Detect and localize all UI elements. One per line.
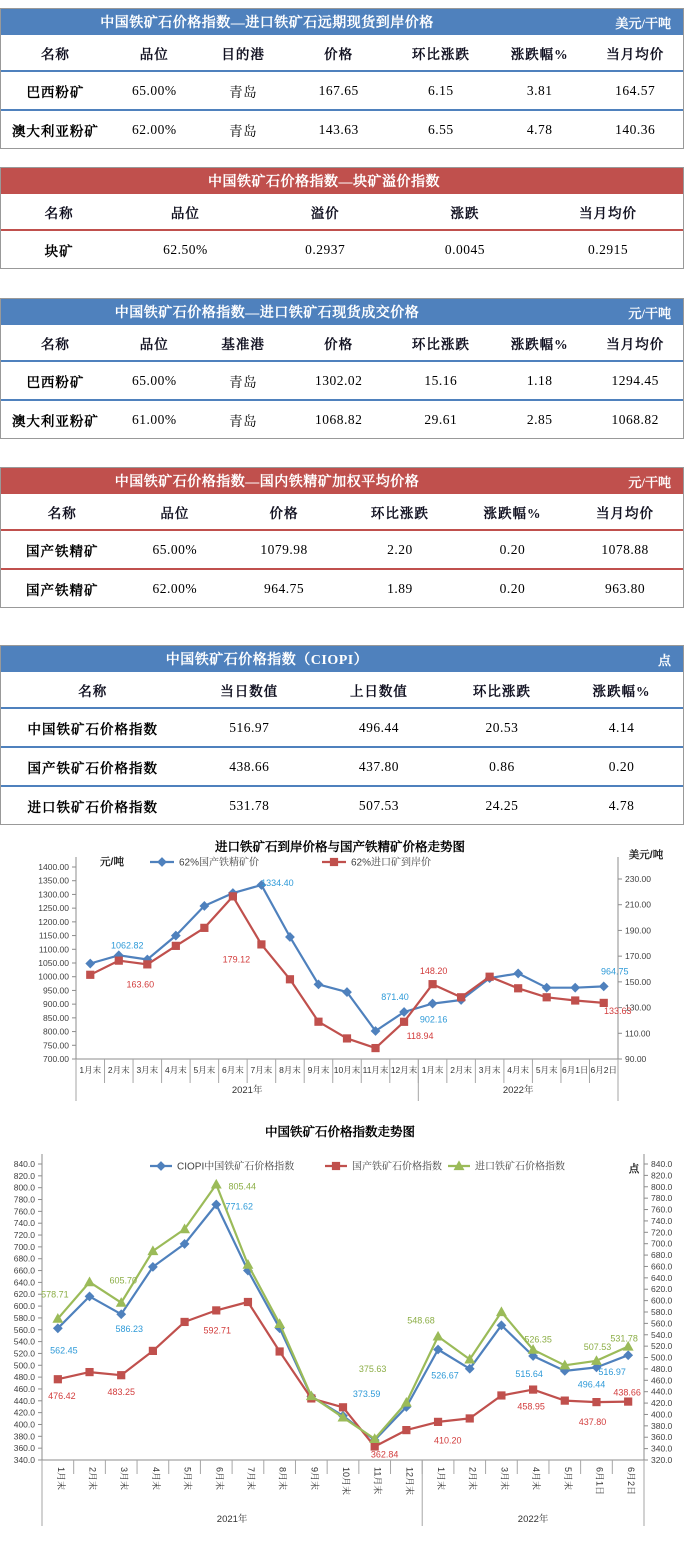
x-axis-label: 6月末 [222, 1065, 244, 1075]
value-cell: 1302.02 [288, 361, 390, 400]
data-label: 179.12 [222, 954, 251, 965]
left-axis-tick: 600.0 [13, 1301, 35, 1312]
left-axis-tick: 780.0 [13, 1194, 35, 1205]
x-axis-group-label: 2021年 [216, 1514, 248, 1525]
data-label: 771.62 [225, 1201, 254, 1212]
value-cell: 青岛 [199, 361, 288, 400]
column-header: 溢价 [310, 205, 340, 221]
column-header: 涨跌幅% [510, 46, 569, 62]
value-cell: 3.81 [492, 71, 588, 110]
value-cell: 6.15 [390, 71, 492, 110]
right-axis-tick: 560.0 [651, 1318, 673, 1329]
right-axis-tick: 130.00 [625, 1002, 651, 1013]
left-axis-tick: 380.0 [13, 1431, 35, 1442]
table-row [1, 747, 683, 786]
column-header: 价格 [324, 46, 354, 62]
table-row [1, 708, 683, 747]
x-axis-label: 1月末 [79, 1065, 102, 1075]
column-header: 涨跌幅% [592, 683, 651, 699]
column-header: 名称 [40, 46, 70, 62]
value-cell: 24.25 [444, 786, 560, 824]
row-name-cell: 国产铁精矿 [1, 530, 124, 569]
x-axis-label: 11月末 [372, 1467, 383, 1495]
data-label: 515.64 [515, 1369, 543, 1380]
left-axis-tick: 1300.00 [38, 889, 69, 900]
value-cell: 15.16 [390, 361, 492, 400]
table-title: 中国铁矿石价格指数—进口铁矿石远期现货到岸价格 [100, 16, 434, 31]
table-row [1, 71, 683, 110]
x-axis-label: 2月末 [107, 1065, 130, 1075]
value-cell: 0.2915 [533, 230, 683, 268]
column-header-row [1, 672, 683, 708]
x-axis-label: 6月2日 [626, 1467, 637, 1496]
x-axis-label: 12月末 [404, 1467, 415, 1496]
column-header-row [1, 494, 683, 530]
right-axis-tick: 360.0 [651, 1432, 673, 1443]
value-cell: 0.2937 [254, 230, 397, 268]
x-axis-group-label: 2021年 [231, 1085, 263, 1096]
left-axis-tick: 800.00 [43, 1026, 69, 1037]
x-axis-label: 2月末 [450, 1065, 472, 1075]
value-cell: 4.78 [560, 786, 683, 824]
left-axis-tick: 1200.00 [38, 916, 69, 927]
data-label: 562.45 [50, 1345, 78, 1356]
column-header: 品位 [170, 205, 200, 221]
table-header-band [1, 299, 683, 325]
value-cell: 青岛 [199, 400, 288, 438]
x-axis-label: 5月末 [535, 1065, 558, 1075]
value-cell: 65.00% [124, 530, 226, 569]
x-axis-label: 5月末 [182, 1467, 193, 1491]
x-axis-label: 6月1日 [561, 1065, 589, 1075]
table-title: 中国铁矿石价格指数—进口铁矿石现货成交价格 [114, 306, 420, 321]
chart-title: 中国铁矿石价格指数走势图 [264, 1125, 416, 1139]
column-header: 环比涨跌 [411, 336, 470, 352]
right-axis-tick: 840.0 [651, 1159, 673, 1169]
left-axis-tick: 520.0 [13, 1348, 35, 1359]
data-label: 375.63 [358, 1363, 387, 1374]
right-axis-tick: 210.00 [625, 899, 651, 910]
column-header: 品位 [139, 336, 169, 352]
right-axis-tick: 640.0 [651, 1272, 673, 1283]
legend-label: 进口铁矿石价格指数 [475, 1161, 565, 1173]
data-label: 548.68 [407, 1315, 435, 1326]
table-unit: 元/干吨 [628, 305, 671, 321]
left-axis-tick: 840.0 [13, 1159, 35, 1169]
value-cell: 167.65 [288, 71, 390, 110]
column-header: 环比涨跌 [411, 46, 470, 62]
data-label: 605.70 [109, 1275, 137, 1286]
row-name-cell: 进口铁矿石价格指数 [1, 786, 184, 824]
left-axis-tick: 720.0 [13, 1230, 35, 1241]
left-axis-tick: 1350.00 [38, 875, 69, 886]
table-title: 中国铁矿石价格指数—块矿溢价指数 [208, 175, 440, 190]
x-axis-label: 12月末 [390, 1065, 418, 1075]
table-header-band [1, 9, 683, 35]
right-axis-tick: 820.0 [651, 1170, 673, 1181]
right-axis-tick: 340.0 [651, 1443, 673, 1454]
data-label: 805.44 [228, 1181, 257, 1192]
x-axis-label: 3月末 [119, 1467, 130, 1491]
left-axis-tick: 800.0 [13, 1182, 35, 1193]
column-header: 基准港 [221, 336, 265, 352]
right-axis-tick: 680.0 [651, 1250, 673, 1261]
data-label: 592.71 [203, 1325, 232, 1336]
value-cell: 2.20 [342, 530, 458, 569]
value-cell: 65.00% [110, 361, 199, 400]
data-label: 496.44 [577, 1379, 606, 1390]
value-cell: 62.00% [110, 110, 199, 148]
x-axis-label: 3月末 [136, 1065, 159, 1075]
right-axis-tick: 440.0 [651, 1386, 673, 1397]
data-label: 586.23 [115, 1324, 143, 1335]
data-label: 362.84 [370, 1449, 399, 1460]
value-cell: 516.97 [184, 708, 314, 747]
value-cell: 496.44 [314, 708, 444, 747]
x-axis-label: 3月末 [478, 1065, 501, 1075]
value-cell: 0.0045 [397, 230, 533, 268]
value-cell: 507.53 [314, 786, 444, 824]
column-header: 价格 [324, 336, 354, 352]
right-axis-tick: 190.00 [625, 925, 651, 936]
x-axis-label: 4月末 [507, 1065, 530, 1075]
value-cell: 0.20 [458, 569, 567, 607]
left-axis-tick: 660.0 [13, 1265, 35, 1276]
left-axis-tick: 950.00 [43, 985, 69, 996]
chart-index-trend-svg [0, 1112, 684, 1536]
right-axis-tick: 460.0 [651, 1375, 673, 1386]
left-axis-tick: 1100.00 [38, 944, 69, 955]
left-axis-tick: 1150.00 [38, 930, 69, 941]
right-axis-tick: 540.0 [651, 1329, 673, 1340]
left-axis-tick: 700.00 [43, 1054, 69, 1064]
data-label: 483.25 [107, 1387, 135, 1398]
left-axis-tick: 460.0 [13, 1383, 35, 1394]
left-axis-tick: 440.0 [13, 1395, 35, 1406]
right-axis-tick: 700.0 [651, 1238, 673, 1249]
column-header-row [1, 325, 683, 361]
left-axis-tick: 620.0 [13, 1289, 35, 1300]
left-axis-tick: 1400.00 [38, 862, 69, 872]
chart-price-trend-svg [0, 831, 684, 1107]
x-axis-label: 1月末 [436, 1467, 447, 1491]
price-table-grid [1, 494, 683, 607]
x-axis-label: 9月末 [307, 1065, 330, 1075]
price-table-grid [1, 325, 683, 438]
table-row [1, 400, 683, 438]
value-cell: 62.50% [117, 230, 253, 268]
data-label: 373.59 [352, 1389, 381, 1400]
value-cell: 20.53 [444, 708, 560, 747]
legend-label: CIOPI中国铁矿石价格指数 [177, 1161, 295, 1173]
column-header: 当月均价 [606, 46, 665, 62]
chart-index-trend [0, 1112, 684, 1541]
right-axis-tick: 150.00 [625, 976, 651, 987]
price-table-grid [1, 194, 683, 268]
column-header: 名称 [47, 505, 77, 521]
right-axis-tick: 90.00 [625, 1054, 647, 1064]
column-header: 价格 [269, 505, 299, 521]
right-axis-tick: 760.0 [651, 1204, 673, 1215]
table-row [1, 530, 683, 569]
row-name-cell: 块矿 [1, 230, 117, 268]
left-axis-tick: 740.0 [13, 1218, 35, 1229]
x-axis-label: 2月末 [87, 1467, 98, 1491]
column-header: 名称 [78, 683, 108, 699]
right-axis-tick: 600.0 [651, 1295, 673, 1306]
row-name-cell: 国产铁精矿 [1, 569, 124, 607]
table-title: 中国铁矿石价格指数—国内铁精矿加权平均价格 [114, 475, 420, 490]
value-cell: 青岛 [199, 71, 288, 110]
x-axis-label: 9月末 [309, 1467, 320, 1491]
table-header-band [1, 468, 683, 494]
column-header-row [1, 35, 683, 71]
value-cell: 青岛 [199, 110, 288, 148]
x-axis-label: 10月末 [333, 1065, 361, 1075]
value-cell: 0.20 [560, 747, 683, 786]
value-cell: 164.57 [587, 71, 683, 110]
table-row [1, 786, 683, 824]
right-axis-tick: 230.00 [625, 874, 651, 884]
right-axis-tick: 420.0 [651, 1398, 673, 1409]
left-axis-tick: 1250.00 [38, 903, 69, 914]
x-axis-label: 2月末 [467, 1467, 478, 1491]
data-label: 507.53 [583, 1341, 612, 1352]
value-cell: 65.00% [110, 71, 199, 110]
row-name-cell: 中国铁矿石价格指数 [1, 708, 184, 747]
value-cell: 438.66 [184, 747, 314, 786]
x-axis-label: 8月末 [279, 1065, 301, 1075]
x-axis-label: 4月末 [164, 1065, 187, 1075]
right-axis-tick: 800.0 [651, 1181, 673, 1192]
right-axis-tick: 660.0 [651, 1261, 673, 1272]
data-label: 410.20 [433, 1435, 462, 1446]
left-axis-tick: 680.0 [13, 1253, 35, 1264]
right-axis-tick: 520.0 [651, 1341, 673, 1352]
right-axis-tick: 580.0 [651, 1307, 673, 1317]
x-axis-label: 7月末 [250, 1065, 273, 1075]
value-cell: 1068.82 [587, 400, 683, 438]
value-cell: 964.75 [226, 569, 342, 607]
series-line [90, 896, 603, 1048]
data-label: 531.78 [610, 1333, 638, 1344]
value-cell: 1294.45 [587, 361, 683, 400]
column-header: 当月均价 [596, 505, 655, 521]
value-cell: 143.63 [288, 110, 390, 148]
data-label: 458.95 [517, 1401, 545, 1412]
x-axis-label: 6月1日 [594, 1467, 605, 1496]
right-axis-tick: 170.00 [625, 951, 651, 962]
price-table-grid [1, 35, 683, 148]
table-import-spot-deal [0, 298, 684, 439]
data-label: 148.20 [419, 966, 448, 977]
value-cell: 4.78 [492, 110, 588, 148]
column-header: 当月均价 [606, 336, 665, 352]
data-label: 902.16 [419, 1014, 448, 1025]
left-axis-tick: 850.00 [43, 1012, 69, 1023]
right-axis-tick: 500.0 [651, 1352, 673, 1363]
x-axis-label: 1月末 [421, 1065, 444, 1075]
x-axis-label: 1月末 [55, 1467, 66, 1491]
data-label: 163.60 [126, 979, 155, 990]
value-cell: 0.20 [458, 530, 567, 569]
table-row [1, 110, 683, 148]
left-axis-tick: 1050.00 [38, 958, 69, 968]
column-header: 上日数值 [349, 683, 408, 699]
column-header: 品位 [139, 46, 169, 62]
column-header: 涨跌 [450, 205, 480, 221]
value-cell: 62.00% [124, 569, 226, 607]
x-axis-label: 6月2日 [590, 1065, 617, 1075]
data-label: 133.63 [603, 1005, 632, 1016]
table-row [1, 230, 683, 268]
value-cell: 6.55 [390, 110, 492, 148]
row-name-cell: 巴西粉矿 [1, 361, 110, 400]
left-axis-tick: 700.0 [13, 1241, 35, 1252]
value-cell: 2.85 [492, 400, 588, 438]
right-axis-tick: 400.0 [651, 1409, 673, 1420]
left-axis-tick: 580.0 [13, 1312, 35, 1323]
value-cell: 61.00% [110, 400, 199, 438]
x-axis-label: 5月末 [562, 1467, 573, 1491]
x-axis-label: 4月末 [531, 1467, 542, 1491]
x-axis-label: 5月末 [193, 1065, 216, 1075]
table-unit: 美元/干吨 [615, 15, 671, 31]
right-axis-tick: 720.0 [651, 1227, 673, 1238]
table-unit: 元/干吨 [628, 474, 671, 490]
column-header: 环比涨跌 [370, 505, 429, 521]
left-axis-tick: 400.0 [13, 1419, 35, 1430]
left-axis-tick: 1000.00 [38, 971, 69, 982]
table-ciopi-index [0, 645, 684, 825]
right-axis-tick: 110.00 [625, 1028, 651, 1039]
x-axis-label: 7月末 [245, 1467, 256, 1491]
value-cell: 963.80 [567, 569, 683, 607]
column-header-row [1, 194, 683, 230]
value-cell: 0.86 [444, 747, 560, 786]
data-label: 578.71 [41, 1289, 69, 1300]
table-header-band [1, 646, 683, 672]
left-axis-tick: 820.0 [13, 1170, 35, 1181]
right-axis-tick: 480.0 [651, 1363, 673, 1374]
column-header: 当日数值 [220, 683, 279, 699]
value-cell: 531.78 [184, 786, 314, 824]
legend-label: 国产铁矿石价格指数 [352, 1161, 442, 1173]
data-label: 964.75 [600, 966, 629, 977]
right-axis-unit: 点 [628, 1163, 640, 1175]
column-header: 名称 [40, 336, 70, 352]
column-header: 环比涨跌 [472, 683, 531, 699]
left-axis-tick: 360.0 [13, 1443, 35, 1454]
table-row [1, 569, 683, 607]
table-forward-spot-cfr [0, 8, 684, 149]
series-line [90, 885, 603, 1031]
value-cell: 140.36 [587, 110, 683, 148]
value-cell: 437.80 [314, 747, 444, 786]
column-header: 当月均价 [579, 205, 638, 221]
column-header: 涨跌幅% [483, 505, 542, 521]
column-header: 名称 [44, 205, 74, 221]
value-cell: 1.89 [342, 569, 458, 607]
row-name-cell: 澳大利亚粉矿 [1, 110, 110, 148]
data-label: 1334.40 [261, 877, 294, 888]
column-header: 品位 [160, 505, 190, 521]
left-axis-tick: 750.00 [43, 1040, 69, 1051]
data-label: 438.66 [613, 1387, 641, 1398]
x-axis-label: 10月末 [341, 1467, 351, 1496]
right-axis-tick: 740.0 [651, 1215, 673, 1226]
legend-label: 62%进口矿到岸价 [351, 857, 432, 869]
row-name-cell: 巴西粉矿 [1, 71, 110, 110]
legend-label: 62%国产铁精矿价 [179, 857, 260, 869]
table-header-band [1, 168, 683, 194]
right-axis-unit: 美元/吨 [628, 849, 664, 861]
left-axis-tick: 900.00 [43, 999, 69, 1010]
price-table-grid [1, 672, 683, 824]
left-axis-tick: 760.0 [13, 1206, 35, 1217]
x-axis-label: 3月末 [499, 1467, 510, 1491]
x-axis-group-label: 2022年 [517, 1514, 549, 1525]
data-label: 476.42 [48, 1391, 76, 1402]
value-cell: 29.61 [390, 400, 492, 438]
value-cell: 4.14 [560, 708, 683, 747]
chart-price-trend [0, 831, 684, 1112]
right-axis-tick: 320.0 [651, 1455, 673, 1465]
row-name-cell: 澳大利亚粉矿 [1, 400, 110, 438]
data-label: 871.40 [381, 991, 409, 1002]
row-name-cell: 国产铁矿石价格指数 [1, 747, 184, 786]
data-label: 118.94 [406, 1030, 434, 1041]
value-cell: 1079.98 [226, 530, 342, 569]
column-header: 涨跌幅% [510, 336, 569, 352]
x-axis-label: 8月末 [277, 1467, 288, 1491]
value-cell: 1078.88 [567, 530, 683, 569]
data-label: 437.80 [578, 1417, 607, 1428]
x-axis-label: 6月末 [214, 1467, 225, 1491]
data-label: 526.35 [524, 1334, 552, 1345]
left-axis-tick: 640.0 [13, 1277, 35, 1288]
table-row [1, 361, 683, 400]
left-axis-tick: 500.0 [13, 1360, 35, 1371]
x-axis-group-label: 2022年 [502, 1085, 534, 1096]
left-axis-tick: 540.0 [13, 1336, 35, 1347]
table-unit: 点 [657, 652, 671, 668]
table-title: 中国铁矿石价格指数（CIOPI） [165, 653, 369, 668]
right-axis-tick: 380.0 [651, 1420, 673, 1431]
data-label: 1062.82 [111, 940, 144, 951]
x-axis-label: 11月末 [362, 1065, 389, 1075]
left-axis-tick: 480.0 [13, 1372, 35, 1383]
chart-title: 进口铁矿石到岸价格与国产铁精矿价格走势图 [214, 840, 466, 854]
left-axis-unit: 元/吨 [100, 856, 124, 868]
table-domestic-concentrate [0, 467, 684, 608]
data-label: 526.67 [431, 1370, 459, 1381]
column-header: 目的港 [221, 46, 265, 62]
left-axis-tick: 420.0 [13, 1407, 35, 1418]
data-label: 516.97 [598, 1367, 626, 1378]
value-cell: 1.18 [492, 361, 588, 400]
x-axis-label: 4月末 [150, 1467, 161, 1491]
right-axis-tick: 780.0 [651, 1193, 673, 1204]
value-cell: 1068.82 [288, 400, 390, 438]
left-axis-tick: 560.0 [13, 1324, 35, 1335]
table-lump-premium [0, 167, 684, 269]
left-axis-tick: 340.0 [13, 1455, 35, 1465]
right-axis-tick: 620.0 [651, 1284, 673, 1295]
